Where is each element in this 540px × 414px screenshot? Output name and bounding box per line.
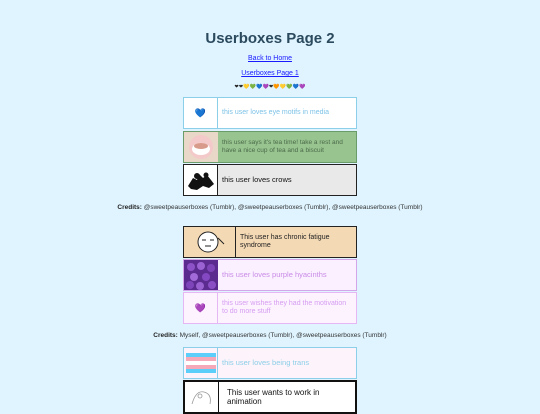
heart-icon: 💚 (286, 84, 293, 90)
userbox-eye-motifs (183, 97, 357, 129)
hearts-divider (0, 83, 540, 91)
userbox-trans (183, 347, 357, 379)
heart-icon: ❤ (238, 84, 244, 90)
heart-icon: 💙 (292, 84, 300, 90)
userbox-animation (183, 380, 357, 414)
purple-heart-icon: 💜 (184, 293, 218, 323)
sketch-icon (185, 382, 219, 412)
userbox-tea-time (183, 131, 357, 163)
credits-label: Credits: (153, 332, 178, 339)
crows-icon (184, 165, 218, 195)
hyacinth-icon (184, 260, 218, 290)
credits-text: @sweetpeauserboxes (Tumblr), @sweetpeauserboxes (Tumblr), @sweetpeauserboxes (Tumblr) (143, 204, 423, 211)
userbox-crows (183, 164, 357, 196)
userbox-text: this user loves purple hyacinths (222, 270, 327, 279)
userbox-text: this user says it's tea time! take a rest and have a nice cup of tea and a biscuit (222, 139, 343, 154)
userbox-chronic-fatigue (183, 226, 357, 258)
credits-label: Credits: (117, 204, 142, 211)
credits-text: Myself, @sweetpeauserboxes (Tumblr), @sweetpeauserboxes (Tumblr) (179, 332, 387, 339)
heart-icon: 💙 (256, 84, 263, 90)
heart-icon: 💜 (299, 84, 306, 90)
heart-icon: 💛 (279, 84, 287, 90)
tired-face-icon (184, 227, 236, 257)
back-to-home-link[interactable]: Back to Home (248, 55, 292, 62)
userbox-text: This user wants to work in animation (227, 388, 320, 406)
blue-heart-icon: 💙 (184, 98, 218, 128)
userboxes-page-1-link[interactable]: Userboxes Page 1 (241, 70, 299, 77)
userbox-motivation (183, 292, 357, 324)
heart-icon: 🧡 (273, 84, 280, 90)
heart-icon: ❤ (268, 84, 274, 90)
heart-icon: 💚 (249, 84, 257, 90)
userbox-purple-hyacinths (183, 259, 357, 291)
page-title: Userboxes Page 2 (205, 30, 335, 47)
trans-flag-icon (184, 348, 218, 378)
userbox-text: this user wishes they had the motivation to do more stuff (222, 300, 347, 315)
credits-2 (0, 332, 540, 340)
heart-icon: 💜 (262, 84, 269, 90)
teacup-icon (184, 132, 218, 162)
userbox-text: this user loves crows (222, 175, 292, 184)
userbox-text: This user has chronic fatigue syndrome (240, 234, 330, 249)
credits-1 (0, 204, 540, 212)
heart-icon: ❤ (234, 84, 239, 90)
userbox-text: this user loves eye motifs in media (222, 109, 329, 116)
userbox-text: this user loves being trans (222, 358, 310, 367)
heart-icon: 💛 (243, 84, 250, 90)
